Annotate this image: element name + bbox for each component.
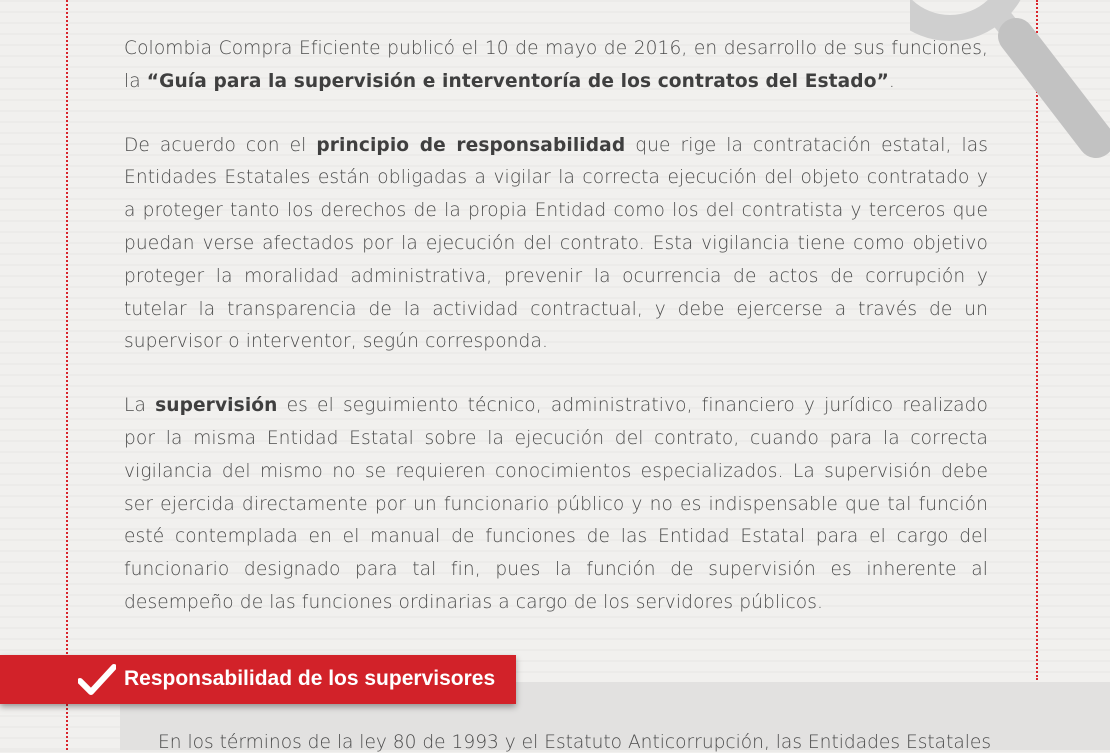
paragraph-2-text-after: que rige la contratación estatal, las Entidades Estatales están obligadas a vigilar la correcta ejecución del objeto contratado y a proteger tanto los derechos de la propia Entidad como los del contratista y terceros que puedan verse afectados por la ejecución del contrato. Esta vigilancia tiene como objetivo proteger la moralidad administrativa, prevenir la ocurrencia de actos de corrupción y tutelar la transparencia de la actividad contractual, y debe ejercerse a través de un supervisor o interventor, según corresponda.: [124, 134, 988, 353]
supervision-bold: supervisión: [155, 395, 278, 417]
paragraph-guide-publication: [124, 33, 988, 99]
paragraph-supervision-definition: [124, 390, 988, 620]
section-text-start: En los términos de la ley 80 de 1993 y el Estatuto Anticorrupción, las Entidades Estatales: [158, 732, 992, 753]
guide-title-bold: “Guía para la supervisión e interventoría de los contratos del Estado”: [146, 70, 889, 92]
left-dotted-margin-line: [66, 0, 68, 750]
paragraph-responsibility-principle: [124, 130, 988, 360]
section-heading: Responsabilidad de los supervisores: [124, 667, 496, 690]
paragraph-3-text-after: es el seguimiento técnico, administrativo, financiero y jurídico realizado por la misma Entidad Estatal sobre la ejecución del contrato, cuando para la correcta vigilancia del mismo no se requieren conocimientos especializados. La supervisión debe ser ejercida directamente por un funcionario público y no es indispensable que tal función esté contemplada en el manual de funciones de las Entidad Estatal para el cargo del funcionario designado para tal fin, pues la función de supervisión es inherente al desempeño de las funciones ordinarias a cargo de los servidores públicos.: [124, 395, 988, 613]
document-body: [124, 33, 988, 620]
paragraph-2-text-before: De acuerdo con el: [124, 134, 317, 156]
paragraph-1-text-before: Colombia Compra Eficiente publicó el 10 de mayo de 2016, en desarrollo de sus funciones, la: [124, 38, 988, 92]
paragraph-3-text-before: La: [124, 395, 156, 417]
paragraph-1-text-after: .: [888, 70, 895, 92]
section-heading-banner: [0, 655, 516, 704]
checkmark-icon: [78, 664, 116, 696]
responsibility-principle-bold: principio de responsabilidad: [316, 134, 626, 156]
